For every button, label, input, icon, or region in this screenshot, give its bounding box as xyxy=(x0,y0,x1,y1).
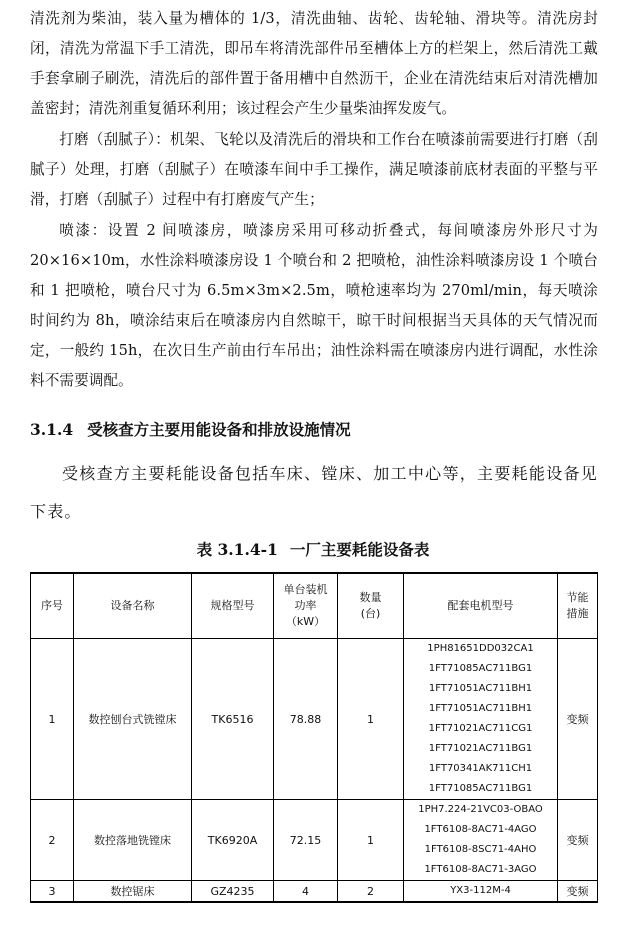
cell-name: 数控锯床 xyxy=(74,881,192,903)
cell-model: TK6920A xyxy=(192,800,274,881)
paragraph-grinding: 打磨（刮腻子）：机架、飞轮以及清洗后的滑块和工作台在喷漆前需要进行打磨（刮腻子）处理，打磨（刮腻子）在喷漆车间中手工操作，满足喷漆前底材表面的平整与平滑，打磨（刮腻子）过程中有打磨废气产生； xyxy=(30,131,598,208)
header-qty-line-1: 数量 xyxy=(359,591,382,604)
motor-model: 1FT6108-8AC71-3AGO xyxy=(424,864,537,875)
header-saving xyxy=(558,573,598,639)
table-row xyxy=(31,639,598,800)
motor-model: 1FT71051AC711BH1 xyxy=(428,683,533,694)
cell-seq: 2 xyxy=(31,800,74,881)
motor-model: 1FT71051AC711BH1 xyxy=(428,703,533,714)
motor-model: YX3-112M-4 xyxy=(450,885,511,896)
cell-motors xyxy=(404,881,558,903)
motor-model: 1FT71021AC711CG1 xyxy=(428,723,533,734)
header-qty xyxy=(338,573,404,639)
header-motor: 配套电机型号 xyxy=(404,573,558,639)
cell-qty: 1 xyxy=(338,800,404,881)
cell-saving: 变频 xyxy=(558,800,598,881)
motor-model: 1FT71085AC711BG1 xyxy=(428,663,533,674)
header-power xyxy=(274,573,338,639)
table-caption xyxy=(0,538,626,562)
table-header-row xyxy=(31,573,598,639)
header-seq: 序号 xyxy=(31,573,74,639)
cell-qty: 1 xyxy=(338,639,404,800)
motor-model: 1FT71085AC711BG1 xyxy=(428,783,533,794)
motor-model: 1PH81651DD032CA1 xyxy=(427,643,534,654)
motor-model: 1FT70341AK711CH1 xyxy=(428,763,533,774)
cell-name: 数控落地铣镗床 xyxy=(74,800,192,881)
header-power-line-2: 功率 xyxy=(294,599,317,612)
equipment-table xyxy=(30,572,598,903)
cell-power: 72.15 xyxy=(274,800,338,881)
cell-model: GZ4235 xyxy=(192,881,274,903)
cell-seq: 3 xyxy=(31,881,74,903)
cell-model: TK6516 xyxy=(192,639,274,800)
motor-model: 1PH7.224-21VC03-OBAO xyxy=(418,804,543,815)
section-heading xyxy=(30,415,598,445)
header-saving-line-1: 节能 xyxy=(566,591,589,604)
intro-paragraph: 受核查方主要耗能设备包括车床、镗床、加工中心等，主要耗能设备见下表。 xyxy=(30,464,598,521)
cell-seq: 1 xyxy=(31,639,74,800)
section-number: 3.1.4 xyxy=(30,420,74,439)
table-row xyxy=(31,800,598,881)
header-power-line-3: （kW） xyxy=(285,615,326,628)
header-qty-line-2: (台) xyxy=(360,607,381,620)
cell-power: 4 xyxy=(274,881,338,903)
table-caption-number: 表 3.1.4-1 xyxy=(196,540,278,559)
table-row xyxy=(31,881,598,903)
section-title: 受核查方主要用能设备和排放设施情况 xyxy=(87,420,351,439)
cell-name: 数控刨台式铣镗床 xyxy=(74,639,192,800)
cell-saving: 变频 xyxy=(558,881,598,903)
paragraph-painting: 喷漆：设置 2 间喷漆房，喷漆房采用可移动折叠式，每间喷漆房外形尺寸为 20×16×10m，水性涂料喷漆房设 1 个喷台和 2 把喷枪，油性涂料喷漆房设 1 个喷台和 1 把喷枪，喷台尺寸为 6.5m×3m×2.5m，喷枪速率均为 270ml/min，每天喷涂时间约为 8h，喷涂结束后在喷漆房内自然晾干，晾干时间根据当天具体的天气情况而定，一般约 15h，在次日生产前由行车吊出；油性涂料需在喷漆房内进行调配，水性涂料不需要调配。 xyxy=(30,222,598,389)
motor-model: 1FT71021AC711BG1 xyxy=(428,743,533,754)
header-power-line-1: 单台装机 xyxy=(283,583,328,596)
table-caption-title: 一厂主要耗能设备表 xyxy=(289,540,430,559)
cell-power: 78.88 xyxy=(274,639,338,800)
cell-qty: 2 xyxy=(338,881,404,903)
header-model: 规格型号 xyxy=(192,573,274,639)
motor-model: 1FT6108-8AC71-4AGO xyxy=(424,824,537,835)
motor-model: 1FT6108-8SC71-4AHO xyxy=(424,844,537,855)
paragraph-cleaning: 清洗剂为柴油，装入量为槽体的 1/3，清洗曲轴、齿轮、齿轮轴、滑块等。清洗房封闭，清洗为常温下手工清洗，即吊车将清洗部件吊至槽体上方的栏架上，然后清洗工戴手套拿刷子刷洗，清洗后的部件置于备用槽中自然沥干，企业在清洗结束后对清洗槽加盖密封；清洗剂重复循环利用；该过程会产生少量柴油挥发废气。 xyxy=(30,10,598,117)
cell-motors xyxy=(404,800,558,881)
header-saving-line-2: 措施 xyxy=(566,607,589,620)
cell-motors xyxy=(404,639,558,800)
header-name: 设备名称 xyxy=(74,573,192,639)
cell-saving: 变频 xyxy=(558,639,598,800)
